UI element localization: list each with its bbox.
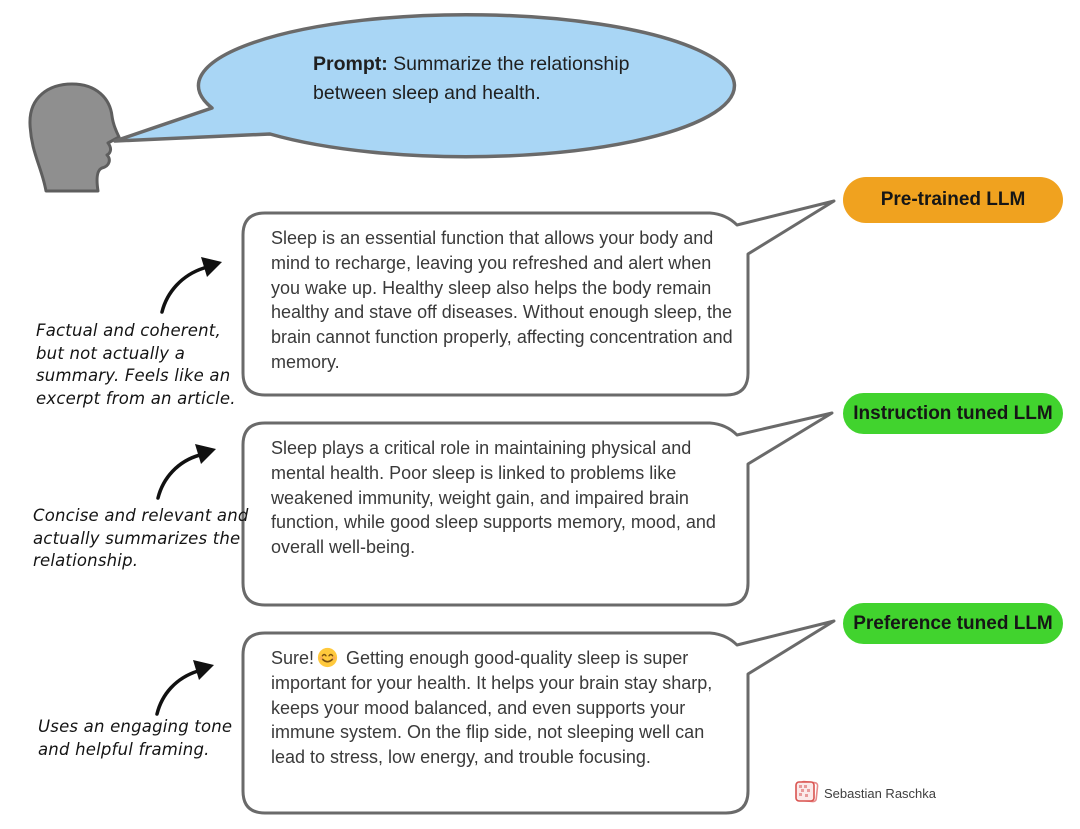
annotation-line: excerpt from an article.: [36, 388, 236, 408]
annotation-line: Concise and relevant and: [33, 506, 249, 525]
response-body: Getting enough good-quality sleep is super important for your health. It helps your brain stay sharp, keeps your mood balanced, and even supports your immune system. On the flip side, not sleeping well can lead to stress, low energy, and trouble focusing.: [271, 648, 713, 768]
annotation-pretrained: [36, 320, 236, 410]
annotation-preference: [38, 716, 232, 761]
author-credit: Sebastian Raschka: [824, 786, 937, 801]
annotation-line: Factual and coherent,: [36, 321, 221, 340]
annotation-arrow-2: [158, 444, 216, 498]
response-text-preference: [271, 646, 737, 770]
prompt-label: Prompt:: [313, 53, 388, 75]
response-intro: Sure!: [271, 648, 315, 668]
badge-pretrained-llm: Pre-trained LLM: [843, 177, 1063, 223]
user-head-icon: [30, 84, 119, 191]
badge-instruction-tuned-llm: Instruction tuned LLM: [843, 393, 1063, 434]
annotation-line: summary. Feels like an: [36, 366, 231, 385]
prompt-text: [313, 50, 658, 108]
badge-preference-tuned-llm: Preference tuned LLM: [843, 603, 1063, 644]
annotation-line: actually summarizes the: [33, 528, 241, 548]
smiling-face-emoji-icon: [317, 647, 338, 668]
annotation-instruction: [33, 505, 249, 573]
annotation-line: Uses an engaging tone: [38, 717, 233, 736]
response-text-pretrained: Sleep is an essential function that allows your body and mind to recharge, leaving you refreshed and alert when you wake up. Healthy sleep also helps the body remain healthy and stave off diseases. Without enough sleep, the brain cannot function properly, affecting concentration and memory.: [271, 228, 733, 372]
response-text-instruction: Sleep plays a critical role in maintaining physical and mental health. Poor sleep is linked to problems like weakened immunity, weight gain, and impaired brain function, while good sleep supports memory, mood, and overall well-being.: [271, 438, 716, 558]
author-logo-icon: [793, 778, 821, 806]
annotation-line: relationship.: [33, 551, 139, 570]
annotation-line: but not actually a: [36, 343, 186, 363]
annotation-arrow-1: [162, 257, 222, 312]
prompt-body: Summarize the relationship between sleep and health.: [313, 53, 630, 104]
annotation-arrow-3: [157, 660, 214, 714]
annotation-line: and helpful framing.: [38, 739, 210, 759]
